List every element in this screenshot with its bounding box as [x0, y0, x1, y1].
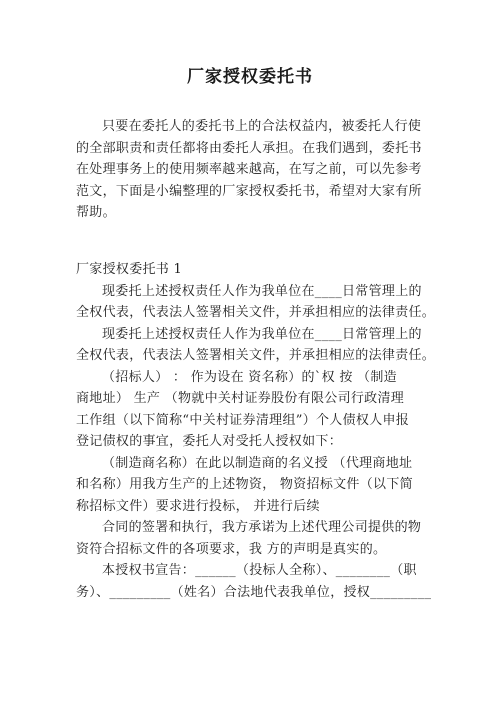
intro-line: 范文，下面是小编整理的厂家授权委托书，希望对大家有所 [76, 183, 422, 199]
intro-line: 帮助。 [76, 205, 116, 220]
body-line: 和名称）用我方生产的上述物资， 物资招标文件（以下简 [76, 477, 413, 492]
body-line: 现委托上述授权责任人作为我单位在____日常管理上的 [102, 326, 422, 342]
body-line: 全权代表，代表法人签署相关文件，并承担相应的法律责任。 [76, 348, 436, 363]
intro-line: 只要在委托人的委托书上的合法权益内，被委托人行使 [102, 119, 422, 134]
section-heading: 厂家授权委托书 1 [76, 262, 183, 277]
body-line: 合同的签署和执行，我方承诺为上述代理公司提供的物 [102, 520, 422, 535]
body-line: （招标人） ： 作为设在 资名称）的`权 按 （制造 [102, 369, 397, 385]
body-line: 登记债权的事宜，委托人对受托人授权如下： [76, 434, 343, 449]
intro-line: 的全部职责和责任都将由委托人承担。在我们遇到，委托书 [76, 140, 422, 156]
body-line: 务）、_________（姓名）合法地代表我单位，授权_________ [76, 584, 432, 600]
body-line: 商地址） 生产 （物就中关村证券股份有限公司行政清理 [76, 391, 405, 406]
body-line: 工作组（以下简称“中关村证券清理组”）个人债权人申报 [76, 412, 410, 428]
body-line: 全权代表，代表法人签署相关文件，并承担相应的法律责任。 [76, 305, 436, 320]
body-line: 现委托上述授权责任人作为我单位在____日常管理上的 [102, 283, 422, 299]
intro-line: 在处理事务上的使用频率越来越高，在写之前，可以先参考 [76, 162, 422, 177]
body-line: 本授权书宣告：______（投标人全称）、________（职 [102, 563, 417, 578]
body-line: 资符合招标文件的各项要求，我 方的声明是真实的。 [76, 541, 387, 557]
document-title: 厂家授权委托书 [187, 67, 313, 87]
body-line: （制造商名称）在此以制造商的名义授 （代理商地址 [102, 455, 413, 471]
letter-body [76, 259, 436, 603]
intro-paragraph [76, 116, 428, 224]
body-line: 称招标文件）要求进行投标， 并进行后续 [76, 498, 320, 514]
